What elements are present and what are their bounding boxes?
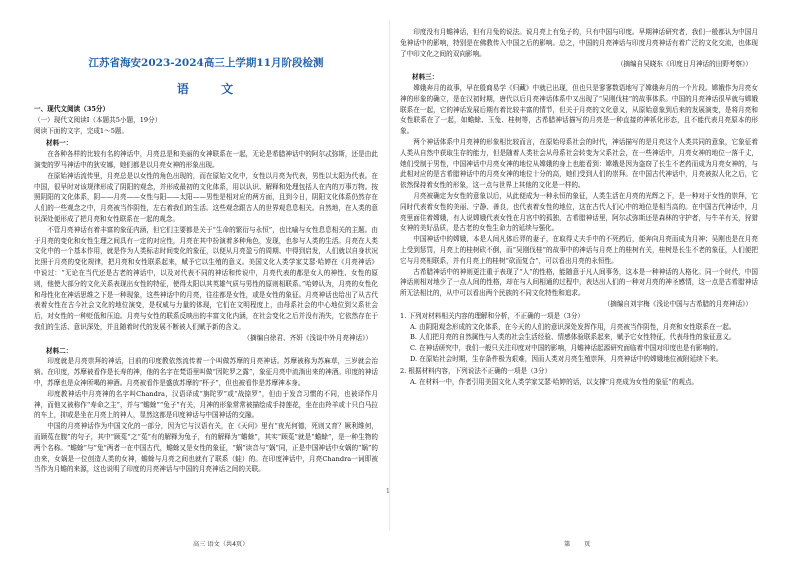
material1-source: （摘编自徐君、齐妍《浅谈中外月亮神话》） xyxy=(243,333,372,342)
question-1-option-d: D. 在原始社会时期，生存条件极为艰难，因而人类对月亮生殖崇拜，月亮神话中的嫦娥地位被附延续下来。 xyxy=(410,354,723,363)
material1-paragraph: 不管月亮神话有着丰富的象征内涵，但它们主要都是关于“生命的繁衍与永恒”，也比喻与女性息息相关的主题。由于月亮的变化和女性生理之间具有一定的对应性，月亮在其中扮演着多种角色，发现，也参与人类的生活。月亮在人类文化中的一个基本作用，就是作为人类标志时间变化的象征，以便从月亮盈亏的周期、中得到启发，人们就以自身状况比照于月亮的变化规律，把月亮和女性联系起来，赋予它以生殖的意义。美国文化人类学家艾瑟·哈婷在《月亮神话》中说过：“无论在当代还是古老的神话中，以及对代表不同的神话和传说中，月亮代表的都是女人的神性、女性的原则，他使大部分的文化关系表现出女性的特征，使得太阳以其英雄气质与男性的原则相联系。”哈婷认为，月亮的女性化和母性化在神话思维之下是一种现象，这些神话中的月亮，往往都是女性，或是女性的象征。月亮神话也给出了从古代表着女性在古今社会文化的地位演变，是权威与力量的体现，它们在文明程度上，由母系社会的中心地位到父系社会后，对女性的一种贬低和压迫。月亮与女性的联系反映出的丰富文化内涵，在社会变化之后并没有消失，它依然存在于我们的生活、意识深处，并且随着时代的发展不断被人们赋予新的含义。 xyxy=(34,225,378,331)
material1-paragraph: 在各种各样的比较有名的神话中，月亮总是和美丽的女神联系在一起，无论是希腊神话中的阿尔忒弥斯，还是由此演变的罗马神话中的狄安娜，她们都是以月亮女神的形象出现。 xyxy=(34,150,378,169)
question-2-stem: 2. 根据材料内容，下列说法不正确的一项是（3分） xyxy=(400,366,552,375)
material2-paragraph: 印度教神话中月亮神的名字叫Chandra，汉语译成“旃陀罗”或“战捺罗”，但由于发音习惯的不同，也被译作月神，而他又被称作“寿命之主”，并与“蟾蜍”“兔子”有关，月神的形象常常被描绘成手持莲花，坐在由羚羊或十只白马拉的车上，抑或是坐在月亮上的神人，显然这都是印度神话与中国神话的交融。 xyxy=(34,389,378,420)
column-divider xyxy=(389,20,390,530)
material2-label: 材料二： xyxy=(46,346,73,355)
instruction: 阅读下面的文字，完成1～5题。 xyxy=(34,126,129,135)
footer-left: 高三 语文（共4页） xyxy=(193,541,249,548)
material3-paragraph: 古希腊神话中的神则更注重于表现了“人”的性格，能随意于凡人间事务，这本是一种神话的人格化。同一个时代，中国神话则相对地少了一点人间的性格，却在与人间相通的过程中，表达出人们的一种对月亮的神圣感情，这一点是古希腊神话所无法相比的，从中可以看出两个民族的不同文化特性和追求。 xyxy=(400,267,758,298)
material3-paragraph: 中国神话中的嫦娥，本是人间凡体后羿的妻子，在取得丈夫手中的不死药后，便奔向月亮而成为月神；吴刚也是在月亮上受到惩罚，月亮上的桂树砍不倒，而“吴刚伐桂”的故事中的神话与月亮上的桂树有关，桂树是长生不老的象征，人们便把它与月亮相联系，并有月亮上的桂树“砍而复合”，可以看出月亮的永恒性。 xyxy=(400,235,758,265)
material1-label: 材料一： xyxy=(46,139,73,148)
section-title: 一、现代文阅读（35分） xyxy=(34,105,110,113)
material3-paragraph: 嫦娥奔月的故事，早在殷商易学《归藏》中就已出现，但也只是寥寥数语地写了嫦娥奔月的一个片段。嫦娥作为月亮女神的形象的确立，是在汉初时期，唐代以后月亮神话体系中又出现了“吴刚伐桂”的故事体系。中国的月亮神话很早就与嫦娥联系在一起，它的神话发展后期有着比较丰富的情节，但关于月亮的文化意义，从原始意象到后来的发展演变，是将月亮和女性联系在了一起，如蟾蜍、玉兔、桂树等，古希腊神话描写的月亮是一种直接的神祇化形态，且不能代表月亮原本的形象。 xyxy=(400,83,758,136)
question-1-option-a: A. 由阴阳观念形成的文化体系，在今天的人们的意识深处发挥作用，月亮被当作阴性，月亮和女性联系在一起。 xyxy=(410,322,736,331)
question-1-option-c: C. 在神话研究中，我们一般只关注印度对中国的影响，月蟾神话起源研究面临着中国对印度也是有影响的。 xyxy=(410,344,723,353)
material3-paragraph: 月亮被确定为女性的意象以后，从此便成为一种永恒的象征，人类生活在月亮的光辉之下，是一种对于女性的崇拜，它同时代表着女性的美丽、宁静、善良，也代表着女性的地位，这在古代人们心中的地位是相当高的。在中国古代神话中，月亮里面住着嫦娥，有人说嫦娥代表女性在月宫中的孤独，古希腊神话里，阿尔忒弥斯还是森林的守护者，与牛羊有关，狩猎女神的美好品质，是古老的女性生命力的延续与强化。 xyxy=(400,191,758,233)
binding-mark: 1 xyxy=(386,488,390,495)
question-1-option-b: B. 人们把月亮的自然属性与人类的社会生活经验、情感体验联系起来，赋予它女性特征，代表母性的象征意义。 xyxy=(410,333,736,342)
subsection-title: （一）现代文阅读Ⅰ（本题共5小题，19分） xyxy=(34,115,162,124)
material3-label: 材料三： xyxy=(412,73,439,82)
question-1-stem: 1. 下列对材料相关内容的理解和分析，不正确的一项是（3分） xyxy=(400,311,585,320)
exam-title: 江苏省海安2023-2024高三上学期11月阶段检测 xyxy=(88,57,324,69)
left-column xyxy=(34,0,378,536)
material2-paragraph: 中国的月亮神话作为中国文化的一部分，因为它与汉语有关，在《天问》里有“夜光何德，死则又育？厥利维何，而顾菟在腹”的句子，其中“顾菟”之“菟”有的解释为兔子，有的解释为“蟾蜍”，其实“顾菟”就是“蟾蜍”，是一种生物的两个名称。“蟾蜍”与“兔”两者一在中国古代，蟾蜍又是女性的象征，“蜗”读音与“娲”同，正是中国神话中女娲的“娲”的由来，女娲是一位创造人类的女神，蟾蜍与月亮之间也就有了联系（蛙）的。在印度神话中，月亮Chandra一词即被当作为月蟾的来源，这也说明了印度的月亮神话与中国的月亮神话之间的关联。 xyxy=(34,422,378,474)
material3-paragraph: 两个神话体系中月亮神的形象相比较而言，在原始母系社会的时代，神话描写的是月亮这个人类共同的意象，它象征着人类从自然中获取生存的能力，但是随着人类社会从母系社会转变为父系社会，在一些神话中，月亮女神的地位一落千丈，她们受制于男性，中国神话中月亮女神的地位从嫦娥的身上也能看到：嫦娥是因为盗窃了长生不老药而成为月亮女神的，与此相对应的是古希腊神话中的月亮女神的地位十分的高，她们受到人们的崇拜。在中国古代神话中，月亮被拟人化之后，它依然保持着女性的形象，这一点与世界上其他的文化是一样的。 xyxy=(400,137,758,190)
question-2-option-a: A. 在材料一中，作者引用美国文化人类学家艾瑟·哈婷的话，以支撑“月亮成为女性的象征”的观点。 xyxy=(410,377,699,386)
right-column xyxy=(400,0,758,536)
material2-source: （摘编自吴晓东《印度日月神话的田野考察》） xyxy=(616,60,752,69)
material1-paragraph: 在原始神话流传里，月亮总是以女性的角色出现的，而在原始文化中，女性以月亮为代表，男性以太阳为代表。在中国，很早时对该规律形成了阴阳的观念，并形成最初的文化体系，用以认识、解释和处理包括人在内的万事万物。按照阴阳的文化体系，阴——月亮——女性与阳——太阳——男性是相对应的两方面，且到今日，阴阳文化体系仍然存在人们的一些观念之中，月亮被当作阴性，左右着我们的生活。这些观念跟古人的世界观息息相关。自然地，在人类的意识深处便形成了把月亮和女性联系在一起的观念。 xyxy=(34,171,378,223)
material3-source: （摘编自刘宇梅《浅论中国与古希腊的月亮神话》） xyxy=(603,299,752,308)
footer-page-number: 第 页 xyxy=(564,541,591,548)
material2-paragraph: 印度没有月蟾神话，但有月兔的说法。说月亮上有兔子的，只有中国与印度。早期神话研究者，我们一般都认为中国月兔神话中的影响，特别是在佛教传入中国之后的影响。总之，中国的月亮神话与印度月亮神话有着广泛的文化交流，也体现了中印文化之间的双向影响。 xyxy=(400,28,758,58)
material2-paragraph: 印度就是月亮崇拜的神话，目前的印度教依然流传着一个叫做苏摩的月亮神话。苏摩被称为苏麻草，三岁就会治病。在印度，苏摩被看作是长寿的神，他的名字在梵语里叫做“因陀罗之露”，象征月亮中流淌出来的神酒。印度的神话中，苏摩也是众神所喝的神酒。月亮被看作是盛放苏摩的“杯子”，但也被看作是苏摩神本身。 xyxy=(34,357,378,387)
subject-title: 语 文 xyxy=(176,82,248,96)
